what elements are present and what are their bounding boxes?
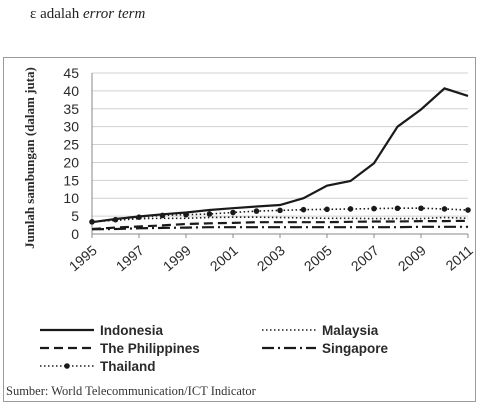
data-point xyxy=(183,212,189,218)
legend-label: The Philippines xyxy=(100,341,200,356)
epsilon-symbol: ε xyxy=(30,6,37,22)
source-note: Sumber: World Telecommunication/ICT Indicator xyxy=(6,384,256,398)
error-term-text: error term xyxy=(82,6,146,22)
data-point xyxy=(371,206,377,212)
y-tick-label: 20 xyxy=(63,154,79,171)
data-point xyxy=(301,207,307,213)
y-tick-label: 25 xyxy=(63,136,79,153)
data-point xyxy=(324,207,330,213)
data-point xyxy=(230,210,236,216)
x-tick-label: 2001 xyxy=(206,242,241,275)
data-point xyxy=(277,208,283,214)
data-point xyxy=(254,208,260,214)
y-axis-label: Jumlah sambungan (dalam juta) xyxy=(22,67,37,249)
series-layer xyxy=(89,88,471,229)
data-point xyxy=(136,214,142,220)
y-tick-label: 5 xyxy=(71,208,79,225)
series-line-singapore xyxy=(92,227,468,230)
data-point xyxy=(418,205,424,211)
legend xyxy=(40,323,389,374)
data-point xyxy=(348,206,354,212)
series-line-malaysia xyxy=(92,217,468,221)
y-tick-label: 30 xyxy=(63,118,79,135)
data-point xyxy=(89,219,95,225)
y-tick-label: 0 xyxy=(71,226,79,242)
intro-text: adalah xyxy=(40,6,80,22)
x-tick-label: 2005 xyxy=(300,242,335,275)
x-tick-label: 2011 xyxy=(442,242,476,274)
data-point xyxy=(207,211,213,217)
data-point xyxy=(395,205,401,211)
legend-label: Thailand xyxy=(100,359,156,374)
x-tick-label: 2003 xyxy=(253,242,288,275)
x-tick-label: 1997 xyxy=(112,242,147,275)
legend-marker xyxy=(64,363,70,369)
data-point xyxy=(442,206,448,212)
legend-label: Indonesia xyxy=(100,323,164,338)
x-tick-label: 1995 xyxy=(65,242,100,275)
legend-label: Malaysia xyxy=(322,323,379,338)
y-tick-label: 15 xyxy=(63,172,79,189)
y-tick-label: 10 xyxy=(63,190,79,207)
legend-label: Singapore xyxy=(322,341,389,356)
x-tick-label: 1999 xyxy=(159,242,194,275)
y-tick-label: 40 xyxy=(63,82,79,99)
data-point xyxy=(113,217,119,223)
x-tick-label: 2007 xyxy=(347,242,382,275)
y-tick-label: 35 xyxy=(63,100,79,117)
axis-layer xyxy=(92,73,468,238)
tick-layer xyxy=(63,65,476,274)
grid-layer xyxy=(92,73,468,216)
y-tick-label: 45 xyxy=(63,65,79,81)
data-point xyxy=(465,207,471,213)
data-point xyxy=(160,213,166,219)
x-tick-label: 2009 xyxy=(394,242,429,275)
